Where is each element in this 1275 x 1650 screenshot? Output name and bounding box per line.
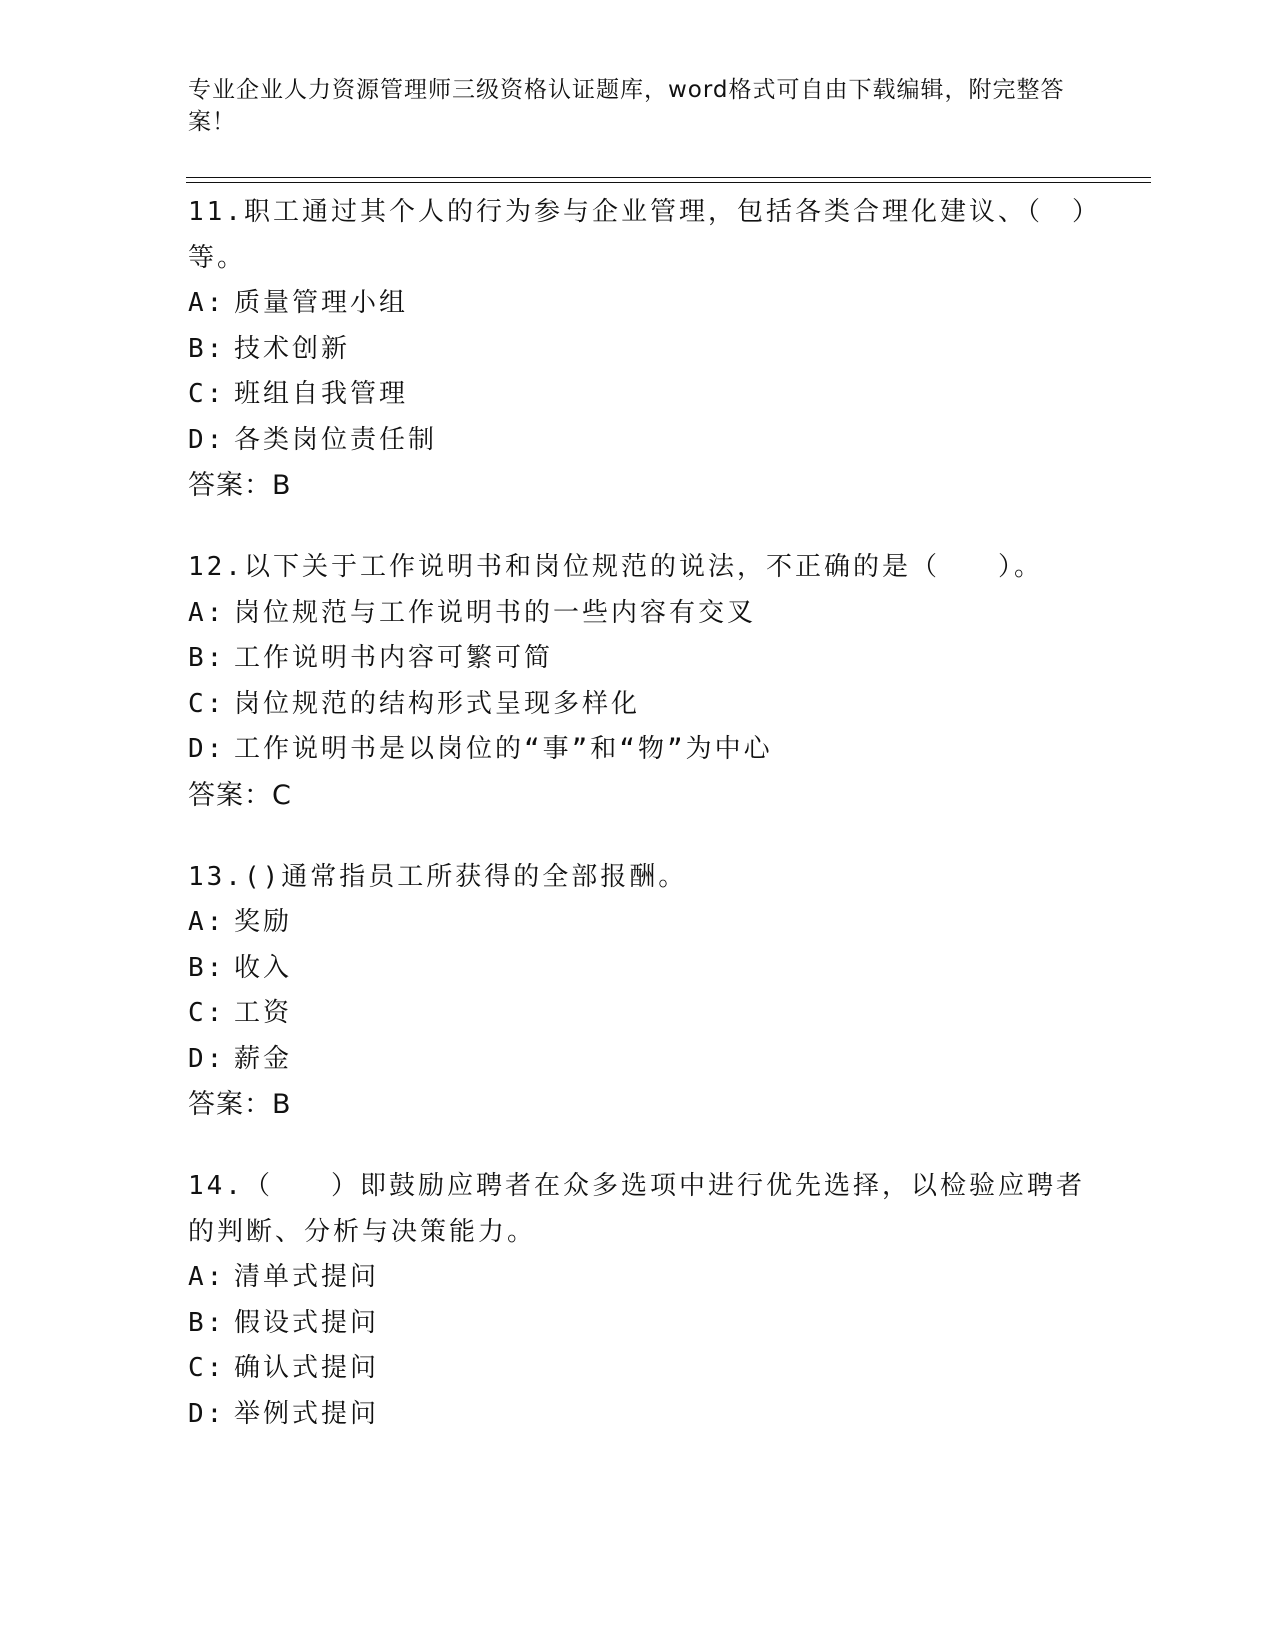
option-d bbox=[188, 1037, 1088, 1083]
option-d bbox=[188, 727, 1088, 773]
option-key: A: bbox=[188, 597, 226, 628]
question-stem: 11.职工通过其个人的行为参与企业管理，包括各类合理化建议、（ ）等。 bbox=[188, 197, 1088, 273]
option-key: A: bbox=[188, 1262, 226, 1292]
option-text: 奖励 bbox=[234, 907, 293, 937]
option-c bbox=[188, 372, 1088, 418]
option-a bbox=[188, 281, 1088, 327]
question-item bbox=[188, 1164, 1088, 1437]
option-text: 薪金 bbox=[234, 1043, 293, 1074]
option-c bbox=[188, 682, 1088, 728]
answer-line: 答案：B bbox=[188, 1089, 292, 1120]
question-stem: 14.（ ）即鼓励应聘者在众多选项中进行优先选择，以检验应聘者的判断、分析与决策能力。 bbox=[188, 1171, 1085, 1247]
option-text: 班组自我管理 bbox=[234, 379, 409, 409]
option-b bbox=[188, 1301, 1088, 1347]
option-text: 各类岗位责任制 bbox=[234, 424, 438, 455]
option-key: B: bbox=[188, 952, 226, 983]
option-text: 清单式提问 bbox=[234, 1262, 380, 1292]
option-key: D: bbox=[188, 1043, 226, 1074]
option-c bbox=[188, 991, 1088, 1037]
option-text: 岗位规范与工作说明书的一些内容有交叉 bbox=[234, 597, 757, 628]
option-text: 收入 bbox=[234, 952, 293, 983]
option-c bbox=[188, 1346, 1088, 1392]
option-text: 质量管理小组 bbox=[234, 288, 409, 318]
option-text: 假设式提问 bbox=[234, 1307, 380, 1338]
document-header: 专业企业人力资源管理师三级资格认证题库，word格式可自由下载编辑，附完整答案！ bbox=[188, 77, 1065, 135]
option-key: B: bbox=[188, 333, 226, 364]
option-a bbox=[188, 1255, 1088, 1301]
question-stem: 12.以下关于工作说明书和岗位规范的说法，不正确的是（ ）。 bbox=[188, 552, 1043, 582]
answer-line: 答案：C bbox=[188, 779, 292, 811]
option-key: B: bbox=[188, 643, 226, 673]
answer-line: 答案：B bbox=[188, 470, 292, 501]
header-divider-bottom bbox=[186, 182, 1151, 183]
option-key: C: bbox=[188, 379, 226, 409]
option-d bbox=[188, 1392, 1088, 1438]
question-item bbox=[188, 545, 1088, 818]
option-key: D: bbox=[188, 734, 226, 764]
option-key: A: bbox=[188, 907, 226, 937]
header-divider-top bbox=[186, 177, 1151, 178]
option-key: C: bbox=[188, 1353, 226, 1383]
option-text: 确认式提问 bbox=[234, 1353, 380, 1383]
option-key: D: bbox=[188, 1398, 226, 1429]
option-text: 工作说明书内容可繁可简 bbox=[234, 643, 554, 673]
option-a bbox=[188, 900, 1088, 946]
option-text: 工作说明书是以岗位的“事”和“物”为中心 bbox=[234, 734, 773, 764]
option-d bbox=[188, 418, 1088, 464]
option-key: C: bbox=[188, 688, 226, 719]
option-b bbox=[188, 327, 1088, 373]
question-list bbox=[188, 190, 1088, 1474]
option-key: A: bbox=[188, 288, 226, 318]
option-key: D: bbox=[188, 424, 226, 455]
option-text: 技术创新 bbox=[234, 333, 351, 364]
option-b bbox=[188, 946, 1088, 992]
option-b bbox=[188, 636, 1088, 682]
option-text: 工资 bbox=[234, 998, 293, 1028]
question-stem: 13.()通常指员工所获得的全部报酬。 bbox=[188, 861, 688, 892]
option-key: C: bbox=[188, 998, 226, 1028]
question-item bbox=[188, 855, 1088, 1128]
option-key: B: bbox=[188, 1307, 226, 1338]
question-item bbox=[188, 190, 1088, 508]
option-text: 岗位规范的结构形式呈现多样化 bbox=[234, 688, 641, 719]
option-text: 举例式提问 bbox=[234, 1398, 380, 1429]
option-a bbox=[188, 591, 1088, 637]
